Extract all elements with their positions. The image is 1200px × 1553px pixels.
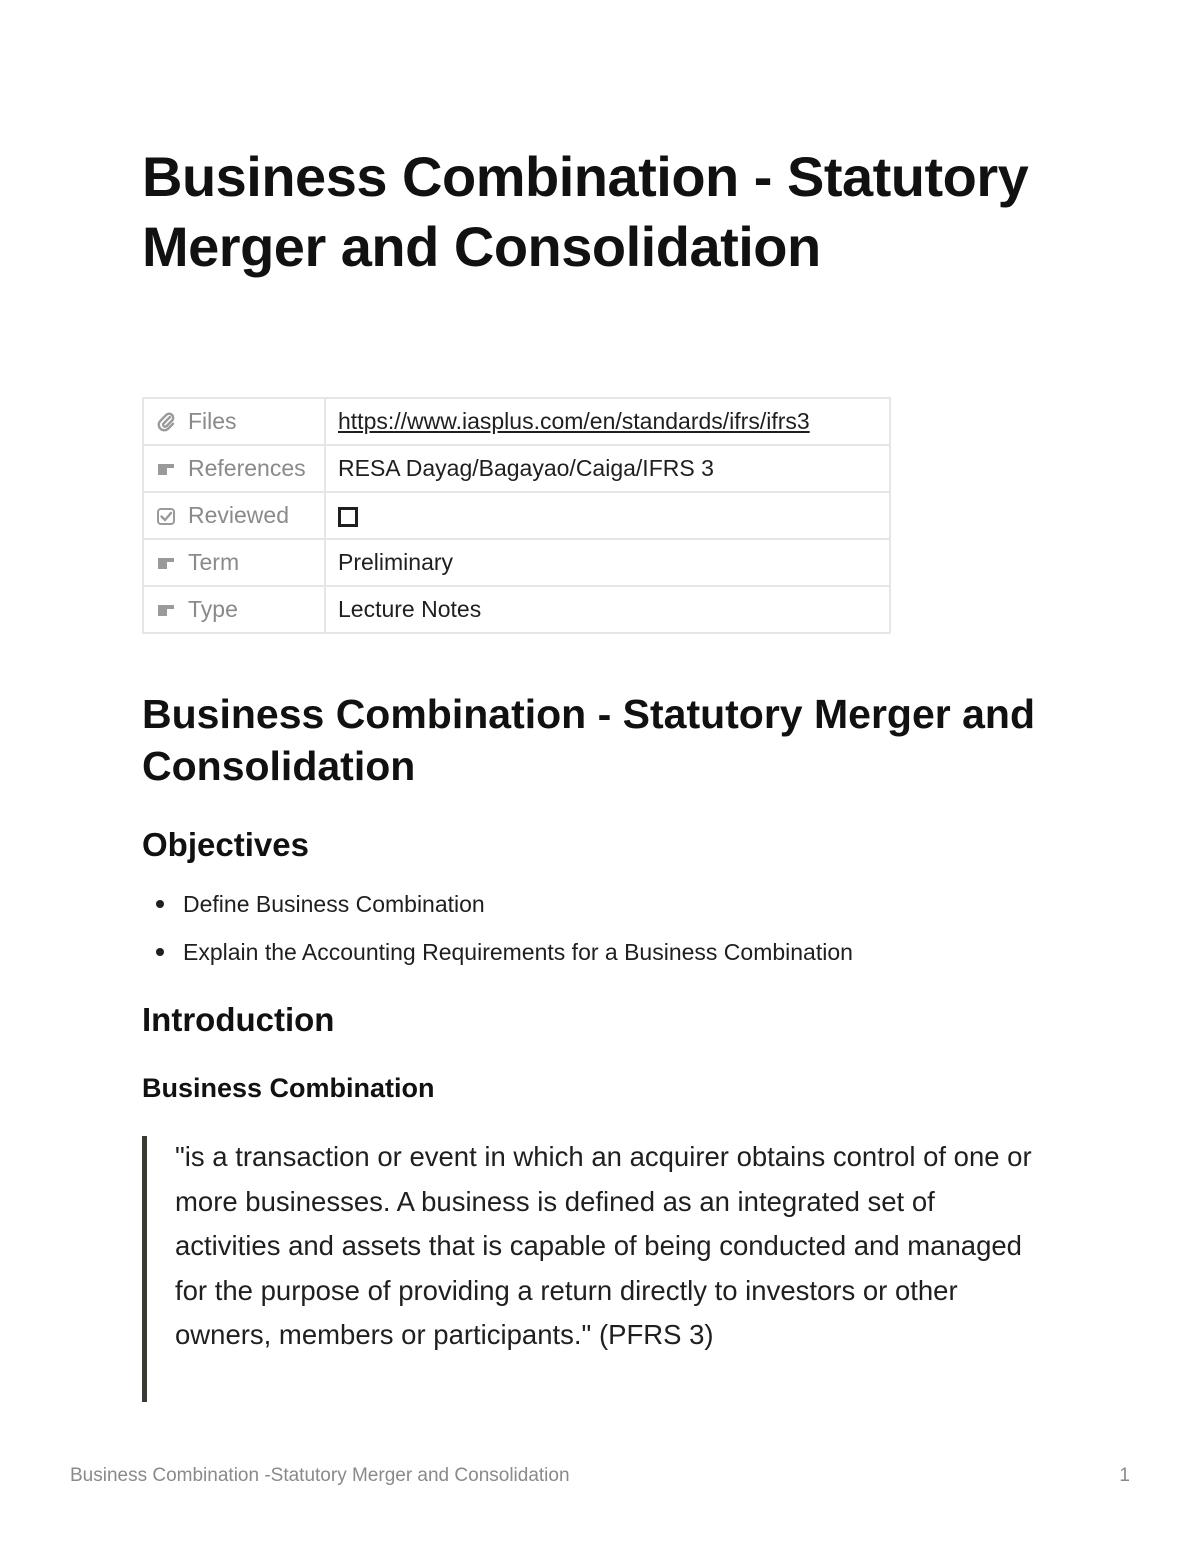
property-value-term: Preliminary: [325, 539, 890, 586]
list-item-text: Explain the Accounting Requirements for a Business Combination: [183, 939, 853, 965]
property-label: Files: [188, 408, 237, 434]
files-link[interactable]: https://www.iasplus.com/en/standards/ifrs/ifrs3: [338, 408, 810, 434]
property-row-reviewed: [143, 492, 890, 539]
property-key-reviewed: [143, 492, 325, 539]
quote-text: "is a transaction or event in which an acquirer obtains control of one or more businesses. A business is defined as an integrated set of activities and assets that is capable of being conducted and managed for the purpose of providing a return directly to investors or other owners, members or participants." (PFRS 3): [175, 1141, 1032, 1350]
page-number: 1: [1119, 1465, 1130, 1486]
property-label: References: [188, 455, 306, 481]
footer-title: Business Combination -Statutory Merger and Consolidation: [70, 1465, 570, 1486]
bullet-icon: [156, 900, 164, 908]
business-combination-heading: Business Combination: [142, 1073, 435, 1103]
properties-table: [142, 397, 891, 634]
text-property-icon: [156, 459, 176, 479]
property-label: Term: [188, 549, 240, 575]
property-row-references: [143, 445, 890, 492]
property-key-type: [143, 586, 325, 633]
property-label: Reviewed: [188, 502, 289, 528]
introduction-heading: Introduction: [142, 1001, 335, 1038]
objectives-list: [142, 880, 853, 976]
property-key-files: [143, 398, 325, 445]
definition-quote: [142, 1136, 1047, 1402]
property-row-type: [143, 586, 890, 633]
property-row-term: [143, 539, 890, 586]
list-item: [142, 928, 853, 976]
property-value-references: RESA Dayag/Bagayao/Caiga/IFRS 3: [325, 445, 890, 492]
text-property-icon: [156, 600, 176, 620]
paperclip-icon: [156, 412, 176, 432]
page-title: Business Combination - Statutory Merger and Consolidation: [142, 145, 1029, 278]
content-heading: Business Combination - Statutory Merger and Consolidation: [142, 691, 1035, 789]
property-value-files: [325, 398, 890, 445]
property-label: Type: [188, 596, 238, 622]
property-row-files: [143, 398, 890, 445]
text-property-icon: [156, 553, 176, 573]
property-value-type: Lecture Notes: [325, 586, 890, 633]
property-key-term: [143, 539, 325, 586]
property-key-references: [143, 445, 325, 492]
list-item-text: Define Business Combination: [183, 891, 485, 917]
objectives-heading: Objectives: [142, 826, 309, 863]
bullet-icon: [156, 948, 164, 956]
reviewed-checkbox[interactable]: [338, 507, 358, 527]
checkbox-property-icon: [156, 506, 176, 526]
list-item: [142, 880, 853, 928]
property-value-reviewed: [325, 492, 890, 539]
